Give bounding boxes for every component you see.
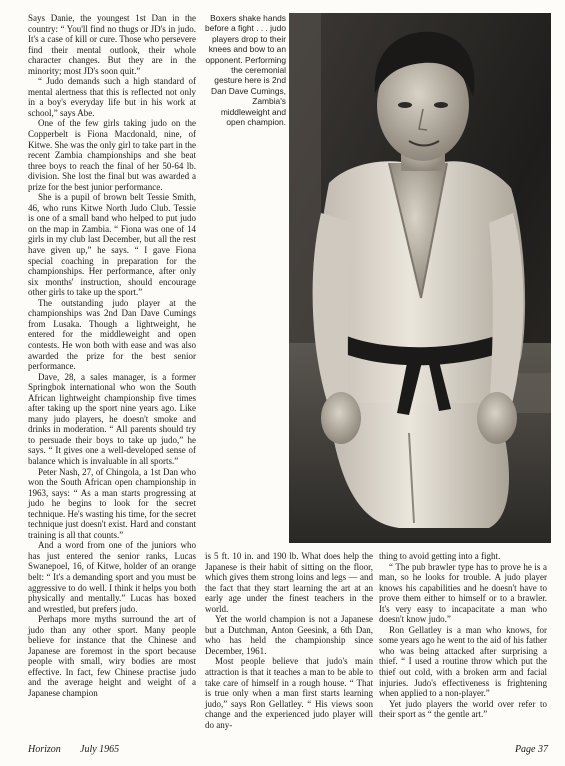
photo-illustration bbox=[289, 13, 551, 543]
article-column-right bbox=[379, 551, 547, 720]
paragraph: is 5 ft. 10 in. and 190 lb. What does help the Japanese is their habit of sitting on the floor, which gives them strong loins and legs — and the fact that they start learning the art at an early age under the finest teachers in the world. bbox=[205, 551, 373, 614]
paragraph: One of the few girls taking judo on the Copperbelt is Fiona Macdonald, nine, of Kitwe. She was the only girl to take part in the recent Zambia championships and she beat three boys to reach the final of her 50-64 lb. division. She lost the final but was awarded a prize for the best junior performance. bbox=[28, 118, 196, 192]
paragraph: Peter Nash, 27, of Chingola, a 1st Dan who won the South African open championship in 1963, says: “ As a man starts progressing at judo he begins to look for the secret technique. He's wasting his time, for the secret technique just doesn't exist. Hard and constant training is all that counts.” bbox=[28, 466, 196, 540]
paragraph: thing to avoid getting into a fight. bbox=[379, 551, 501, 561]
judoka-kneeling-photo bbox=[289, 13, 551, 543]
paragraph: Dave, 28, a sales manager, is a former Springbok international who won the South African lightweight championship five times after taking up the sport nine years ago. Like many judo players, he doesn't smoke and drinks in moderation. “ All parents should try to persuade their boys to take up judo,” he says. “ It gives one a well-developed sense of balance which is invaluable in all sports.” bbox=[28, 371, 196, 466]
paragraph: Yet the world champion is not a Japanese but a Dutchman, Anton Geesink, a 6th Dan, who has held the championship since December, 1961. bbox=[205, 614, 373, 656]
paragraph: “ The pub brawler type has to prove he is a man, so he looks for trouble. A judo player knows his capabilities and he doesn't have to prove them either to himself or to a brawler. It's very easy to incapacitate a man who doesn't know judo.” bbox=[379, 561, 547, 625]
paragraph: She is a pupil of brown belt Tessie Smith, 46, who runs Kitwe North Judo Club. Tessie is one of a small band who helped to put judo on the map in Zambia. “ Fiona was one of 14 girls in my club last December, but all the rest have given up,” he says. “ I gave Fiona special coaching in preparation for the championships. Her performance, after only six months' instruction, should encourage other girls to take up the sport.” bbox=[28, 192, 196, 298]
paragraph: Yet judo players the world over refer to their sport as “ the gentle art.” bbox=[379, 698, 547, 720]
article-column-middle bbox=[205, 551, 373, 730]
paragraph: Says Danie, the youngest 1st Dan in the country: “ You'll find no thugs or JD's in judo. It's a case of kill or cure. Those who persevere find their mental outlook, their whole character changes. But they are in the minority; most JD's soon quit.” bbox=[28, 13, 196, 76]
paragraph: The outstanding judo player at the championships was 2nd Dan Dave Cumings from Lusaka. Though a lightweight, he entered for the middleweight and open contests. He won both with ease and was also awarded the prize for the best senior performance. bbox=[28, 297, 196, 372]
page-footer bbox=[28, 744, 548, 758]
article-column-left bbox=[28, 13, 196, 699]
paragraph: Perhaps more myths surround the art of judo than any other sport. Many people believe for instance that the Chinese and Japanese are foremost in the sport because people with small, wiry bodies are most effective. In fact, few Chinese practise judo and the average height and weight of a Japanese champion bbox=[28, 614, 196, 698]
photo-caption: Boxers shake hands before a fight . . . judo players drop to their knees and bow to an opponent. Performing the ceremonial gesture here is 2nd Dan Dave Cumings, Zambia's middleweight and open champion. bbox=[204, 13, 286, 128]
paragraph: “ Judo demands such a high standard of mental alertness that this is reflected not only in a boy's everyday life but in his work at school,” says Abe. bbox=[28, 76, 196, 118]
magazine-name: Horizon bbox=[28, 744, 61, 755]
paragraph: Ron Gellatley is a man who knows, for some years ago he went to the aid of his father who was being attacked after surprising a thief. “ I used a routine throw which put the thief out cold, with a broken arm and facial injuries. Judo's effectiveness is frightening when applied to a non-player.” bbox=[379, 624, 547, 699]
paragraph: And a word from one of the juniors who has just entered the senior ranks, Lucas Swanepoel, 16, of Kitwe, holder of an orange belt: “ It's a demanding sport and you must be aggressive to do well. I think it helps you both physically and mentally.” Lucas has boxed and wrestled, but prefers judo. bbox=[28, 540, 196, 614]
page-number: Page 37 bbox=[514, 744, 548, 755]
issue-date: July 1965 bbox=[80, 744, 120, 755]
paragraph: Most people believe that judo's main attraction is that it teaches a man to be able to take care of himself in a rough house. “ That is true only when a man first starts learning judo,” says Ron Gellatley. “ His views soon change and the experienced judo player will do any- bbox=[205, 656, 373, 730]
